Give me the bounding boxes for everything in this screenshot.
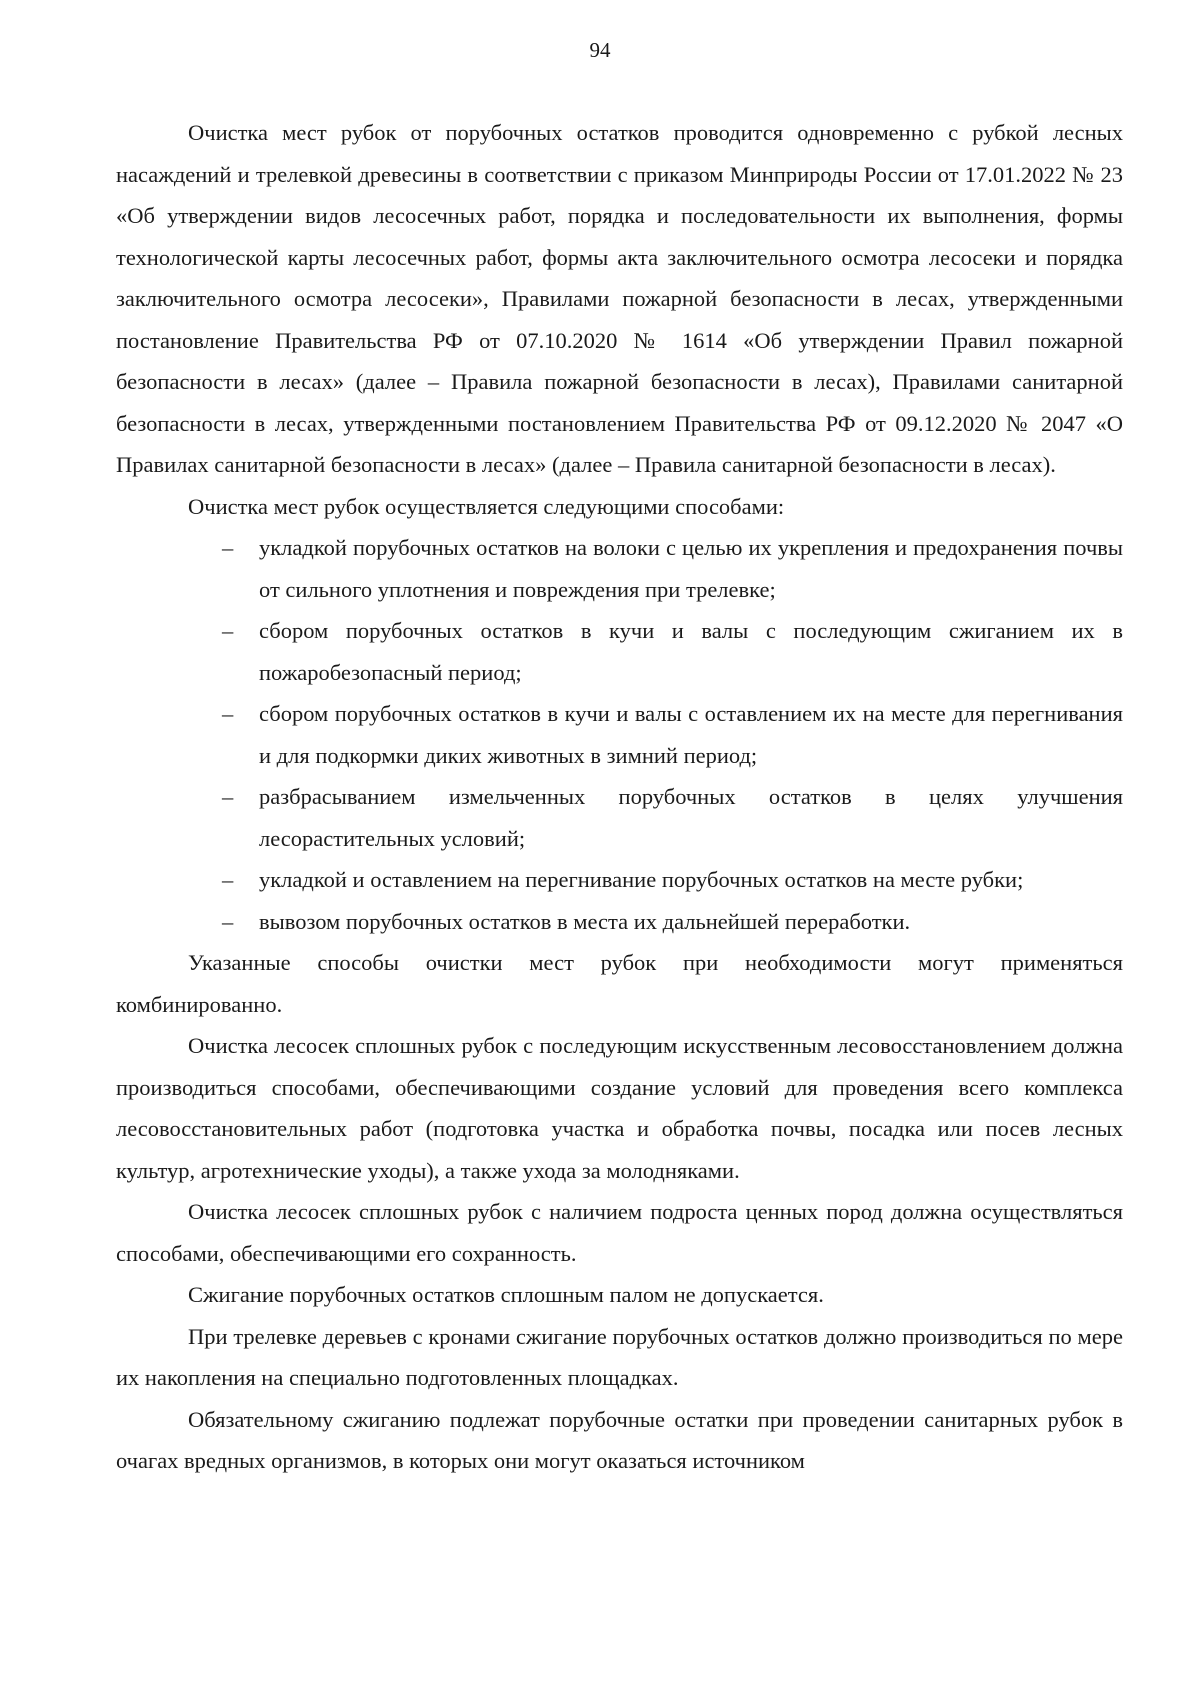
- list-item-text: укладкой и оставлением на перегнивание порубочных остатков на месте рубки;: [259, 867, 1024, 892]
- document-body: [116, 112, 1123, 1482]
- list-item: [116, 527, 1123, 610]
- paragraph-2: Очистка мест рубок осуществляется следующими способами:: [188, 493, 785, 519]
- paragraph-6: Сжигание порубочных остатков сплошным палом не допускается.: [188, 1282, 824, 1307]
- paragraph-7: При трелевке деревьев с кронами сжигание порубочных остатков должно производиться по мере их накопления на специально подготовленных площадках.: [116, 1323, 1123, 1390]
- list-item: [116, 693, 1123, 776]
- list-dash: –: [222, 908, 234, 934]
- list-dash: –: [222, 535, 234, 560]
- paragraph-1: Очистка мест рубок от порубочных остатков проводится одновременно с рубкой лесных насаждений и трелевкой древесины в соответствии с приказом Минприроды России от 17.01.2022 № 23 «Об утверждении видов лесосечных работ, порядка и последовательности их выполнения, формы технологической карты лесосечных работ, формы акта заключительного осмотра лесосеки и порядка заключительного осмотра лесосеки», Правилами пожарной безопасности в лесах, утвержденными постановление Правительства РФ от 07.10.2020 № 1614 «Об утверждении Правил пожарной безопасности в лесах» (далее – Правила пожарной безопасности в лесах), Правилами санитарной безопасности в лесах, утвержденными постановлением Правительства РФ от 09.12.2020 № 2047 «О Правилах санитарной безопасности в лесах» (далее – Правила санитарной безопасности в лесах).: [116, 120, 1123, 477]
- list-item-text: разбрасыванием измельченных порубочных остатков в целях улучшения лесорастительных условий;: [259, 784, 1123, 851]
- paragraph-3: Указанные способы очистки мест рубок при необходимости могут применяться комбинированно.: [116, 950, 1123, 1017]
- list-item: [116, 610, 1123, 693]
- list-item-text: вывозом порубочных остатков в места их дальнейшей переработки.: [259, 908, 911, 934]
- list-item-text: укладкой порубочных остатков на волоки с целью их укрепления и предохранения почвы от сильного уплотнения и повреждения при трелевке;: [259, 535, 1123, 602]
- paragraph-5: Очистка лесосек сплошных рубок с наличием подроста ценных пород должна осуществляться способами, обеспечивающими его сохранность.: [116, 1199, 1123, 1266]
- list-item: [116, 776, 1123, 859]
- paragraph-8: Обязательному сжиганию подлежат порубочные остатки при проведении санитарных рубок в очагах вредных организмов, в которых они могут оказаться источником: [116, 1406, 1123, 1473]
- list-dash: –: [222, 618, 234, 643]
- page-number: 94: [589, 38, 611, 62]
- list-item: [116, 859, 1123, 901]
- list-dash: –: [222, 784, 234, 809]
- list-item-text: сбором порубочных остатков в кучи и валы с оставлением их на месте для перегнивания и для подкормки диких животных в зимний период;: [259, 701, 1123, 768]
- list-item: [116, 901, 1123, 943]
- paragraph-4: Очистка лесосек сплошных рубок с последующим искусственным лесовосстановлением должна производиться способами, обеспечивающими создание условий для проведения всего комплекса лесовосстановительных работ (подготовка участка и обработка почвы, посадка или посев лесных культур, агротехнические уходы), а также ухода за молодняками.: [116, 1033, 1123, 1183]
- cleanup-methods-list: [116, 527, 1123, 942]
- list-dash: –: [222, 867, 234, 892]
- list-dash: –: [222, 701, 234, 726]
- list-item-text: сбором порубочных остатков в кучи и валы с последующим сжиганием их в пожаробезопасный период;: [259, 618, 1123, 685]
